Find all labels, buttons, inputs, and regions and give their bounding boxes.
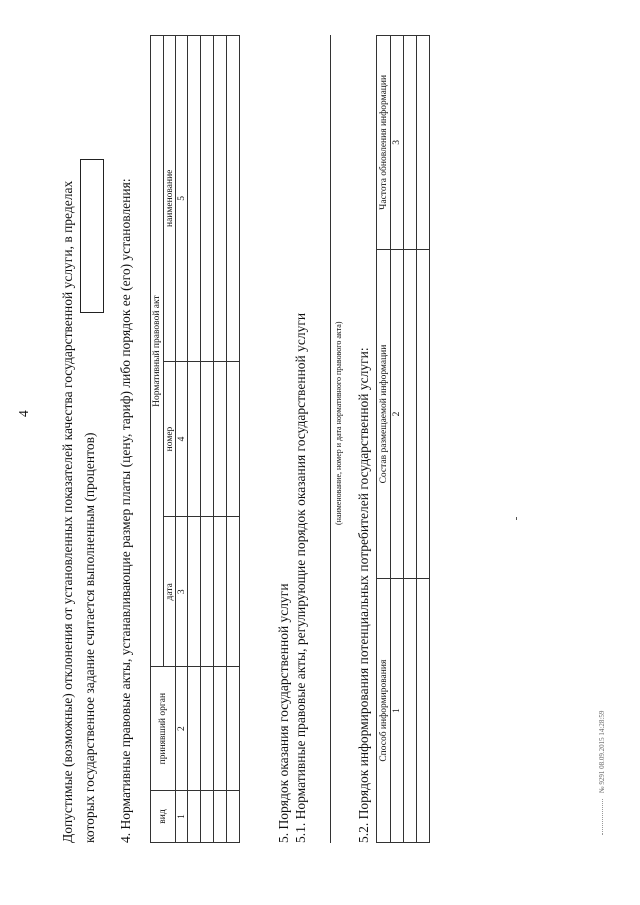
num-4: 4 (176, 361, 188, 517)
section4-title: 4. Нормативные правовые акты, устанавливающие размер платы (цену, тариф) либо порядок ее (его) установления: (118, 178, 133, 843)
section5-1-title: 5.1. Нормативные правовые акты, регулирующие порядок оказания государственной услуги (293, 312, 308, 843)
col-nomer: номер (164, 361, 176, 517)
num-5: 5 (176, 36, 188, 362)
deviation-value-box (80, 159, 104, 313)
table-row (227, 36, 240, 843)
num-3: 3 (176, 517, 188, 667)
section4-table (150, 35, 240, 843)
num-2: 2 (391, 249, 404, 579)
col-name: наименование (164, 36, 176, 362)
table-row (188, 36, 201, 843)
stamp-text: № 9291 08.09.2015 14:28:59 (598, 710, 606, 793)
section5-title: 5. Порядок оказания государственной услуги (276, 583, 291, 843)
col-organ: принявший орган (151, 667, 176, 791)
page-number: 4 (16, 410, 31, 417)
section5-2-title: 5.2. Порядок информирования потенциальных потребителей государственной услуги: (356, 347, 371, 843)
table-row (214, 36, 227, 843)
col-frequency: Частота обновления информации (377, 36, 391, 250)
group-header: Нормативный правовой акт (151, 36, 164, 667)
num-1: 1 (391, 579, 404, 843)
table-row (417, 36, 430, 843)
col-data: дата (164, 517, 176, 667)
stamp-scribble (602, 799, 603, 835)
num-1: 1 (176, 791, 188, 843)
registration-stamp (598, 711, 606, 835)
col-content: Состав размещаемой информации (377, 249, 391, 579)
deviation-line-2: которых государственное задание считается выполненным (процентов) (82, 432, 97, 843)
table-row (404, 36, 417, 843)
deviation-line-1: Допустимые (возможные) отклонения от установленных показателей качества государственной услуги, в пределах (60, 180, 75, 843)
col-vid: вид (151, 791, 176, 843)
num-2: 2 (176, 667, 188, 791)
col-method: Способ информирования (377, 579, 391, 843)
normative-act-caption: (наименование, номер и дата нормативного правового акта) (334, 321, 343, 525)
num-3: 3 (391, 36, 404, 250)
normative-act-line (330, 35, 331, 843)
dot-mark (516, 517, 517, 520)
section5-table (376, 35, 430, 843)
table-row (201, 36, 214, 843)
